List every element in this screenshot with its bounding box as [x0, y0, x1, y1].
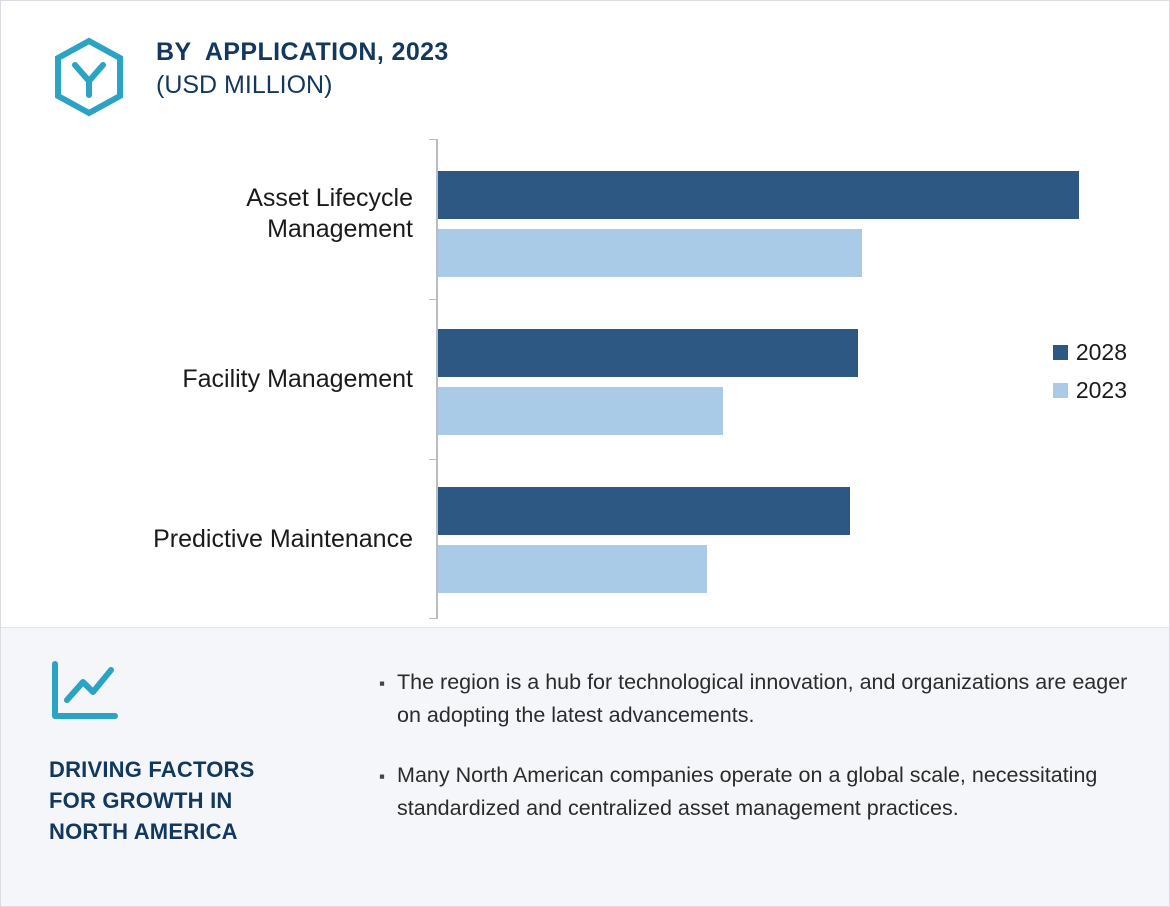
driving-factors-list [379, 666, 1139, 851]
bar-facility-management-2028 [438, 329, 858, 377]
bar-predictive-maintenance-2023 [438, 545, 707, 593]
bar-asset-lifecycle-management-2028 [438, 171, 1079, 219]
bar-facility-management-2023 [438, 387, 723, 435]
driving-factors-title-line2: FOR GROWTH IN [49, 788, 233, 814]
line-chart-icon [49, 660, 121, 722]
driving-factors-title [49, 754, 349, 848]
legend-item-2028 [1053, 339, 1127, 366]
list-item-text: Many North American companies operate on a global scale, necessitating standardized and centralized asset management practices. [397, 762, 1098, 820]
list-item-text: The region is a hub for technological innovation, and organizations are eager on adopting the latest advancements. [397, 670, 1128, 728]
axis-tick [429, 139, 438, 140]
axis-tick [429, 459, 438, 460]
legend-label: 2028 [1075, 339, 1127, 365]
legend [1053, 339, 1127, 415]
driving-factors-title-line3: NORTH AMERICA [49, 819, 238, 845]
header [1, 1, 1169, 121]
category-label-line1: Facility Management [182, 365, 413, 393]
legend-label: 2023 [1075, 377, 1127, 403]
category-label-predictive-maintenance [13, 524, 413, 555]
bar-asset-lifecycle-management-2023 [438, 229, 862, 277]
category-label-facility-management [13, 364, 413, 395]
bullet-marker-icon: ▪ [379, 674, 386, 693]
page-subtitle: (USD MILLION) [156, 71, 333, 100]
bar-chart [1, 121, 1170, 629]
axis-tick [429, 618, 438, 619]
bar-predictive-maintenance-2028 [438, 487, 850, 535]
bullet-marker-icon: ▪ [379, 766, 386, 786]
category-axis-labels [1, 121, 421, 629]
list-item [379, 759, 1139, 826]
legend-swatch-icon [1053, 345, 1068, 360]
category-label-asset-lifecycle-management [13, 183, 413, 244]
driving-factors-title-line1: DRIVING FACTORS [49, 757, 255, 782]
list-item [379, 666, 1139, 733]
page-title: BY APPLICATION, 2023 [156, 38, 449, 66]
category-label-line2: Management [267, 214, 413, 243]
legend-item-2023 [1053, 377, 1127, 404]
axis-tick [429, 299, 438, 300]
driving-factors-panel [1, 627, 1169, 906]
hexagon-y-logo-icon [53, 37, 125, 117]
title-block [156, 37, 449, 102]
category-label-line1: Predictive Maintenance [153, 525, 413, 553]
legend-swatch-icon [1053, 383, 1068, 398]
category-label-line1: Asset Lifecycle [246, 184, 413, 212]
